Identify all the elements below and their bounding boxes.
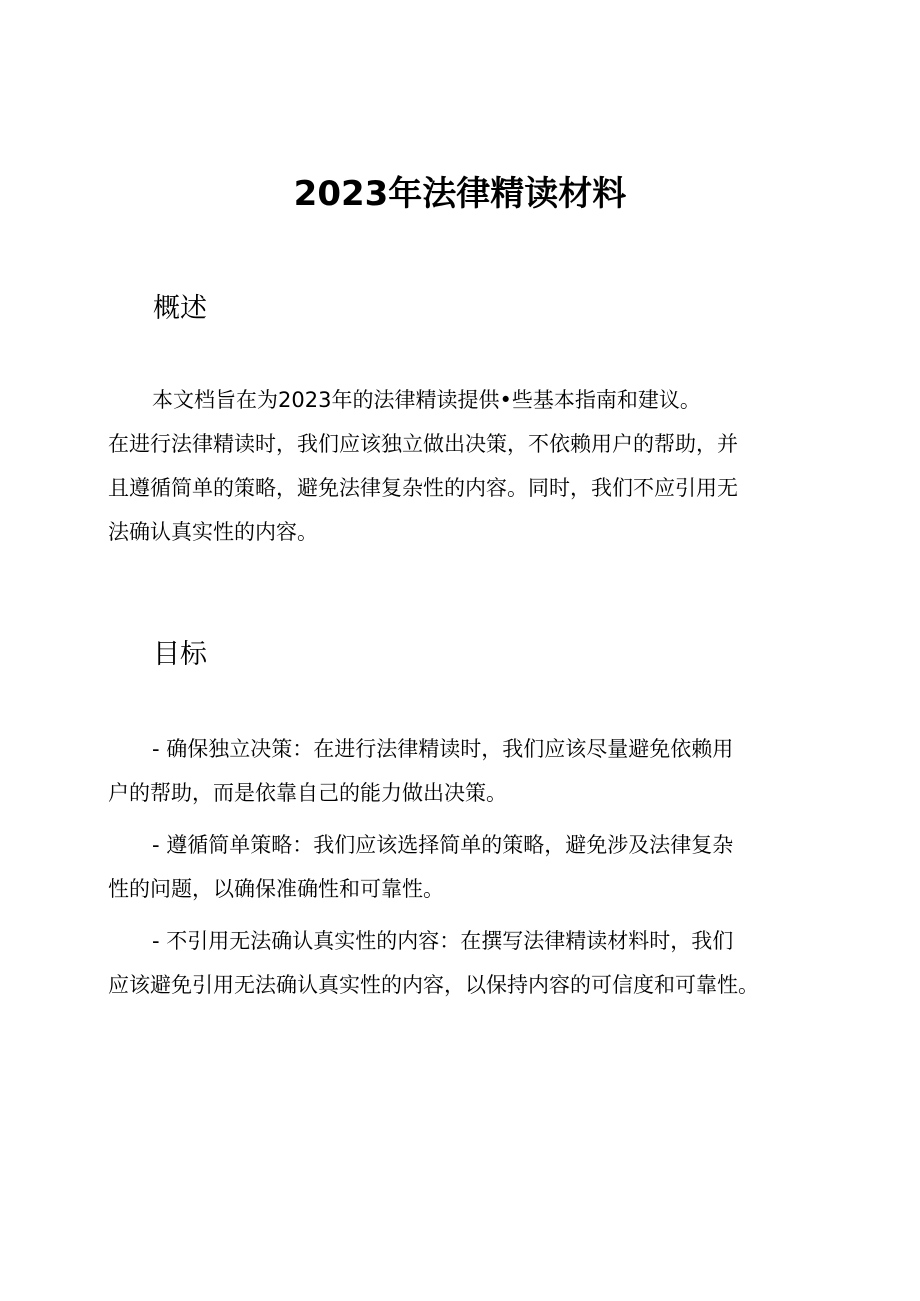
paragraph-line: 法确认真实性的内容。: [108, 520, 318, 544]
goal-item-independent-decision: [108, 727, 808, 815]
paragraph-line: - 遵循简单策略：我们应该选择简单的策略，避免涉及法律复杂: [152, 833, 734, 857]
overview-paragraph: [108, 378, 808, 554]
paragraph-line: 且遵循简单的策略，避免法律复杂性的内容。同时，我们不应引用无: [108, 476, 738, 500]
paragraph-line: 户的帮助，而是依靠自己的能力做出决策。: [108, 781, 507, 805]
paragraph-line: 在进行法律精读时，我们应该独立做出决策，不依赖用户的帮助，并: [108, 432, 738, 456]
paragraph-line: 性的问题，以确保准确性和可靠性。: [108, 877, 444, 901]
section-heading-goals: 目标: [153, 639, 207, 670]
goal-item-no-unverified-citations: [108, 919, 808, 1007]
paragraph-line: 本文档旨在为2023年的法律精读提供•些基本指南和建议。: [152, 388, 701, 412]
section-heading-overview: 概述: [153, 293, 207, 324]
goal-item-simple-strategy: [108, 823, 808, 911]
paragraph-line: - 不引用无法确认真实性的内容：在撰写法律精读材料时，我们: [152, 929, 734, 953]
paragraph-line: - 确保独立决策：在进行法律精读时，我们应该尽量避免依赖用: [152, 737, 734, 761]
document-title: 2023年法律精读材料: [293, 174, 627, 214]
paragraph-line: 应该避免引用无法确认真实性的内容，以保持内容的可信度和可靠性。: [108, 973, 759, 997]
